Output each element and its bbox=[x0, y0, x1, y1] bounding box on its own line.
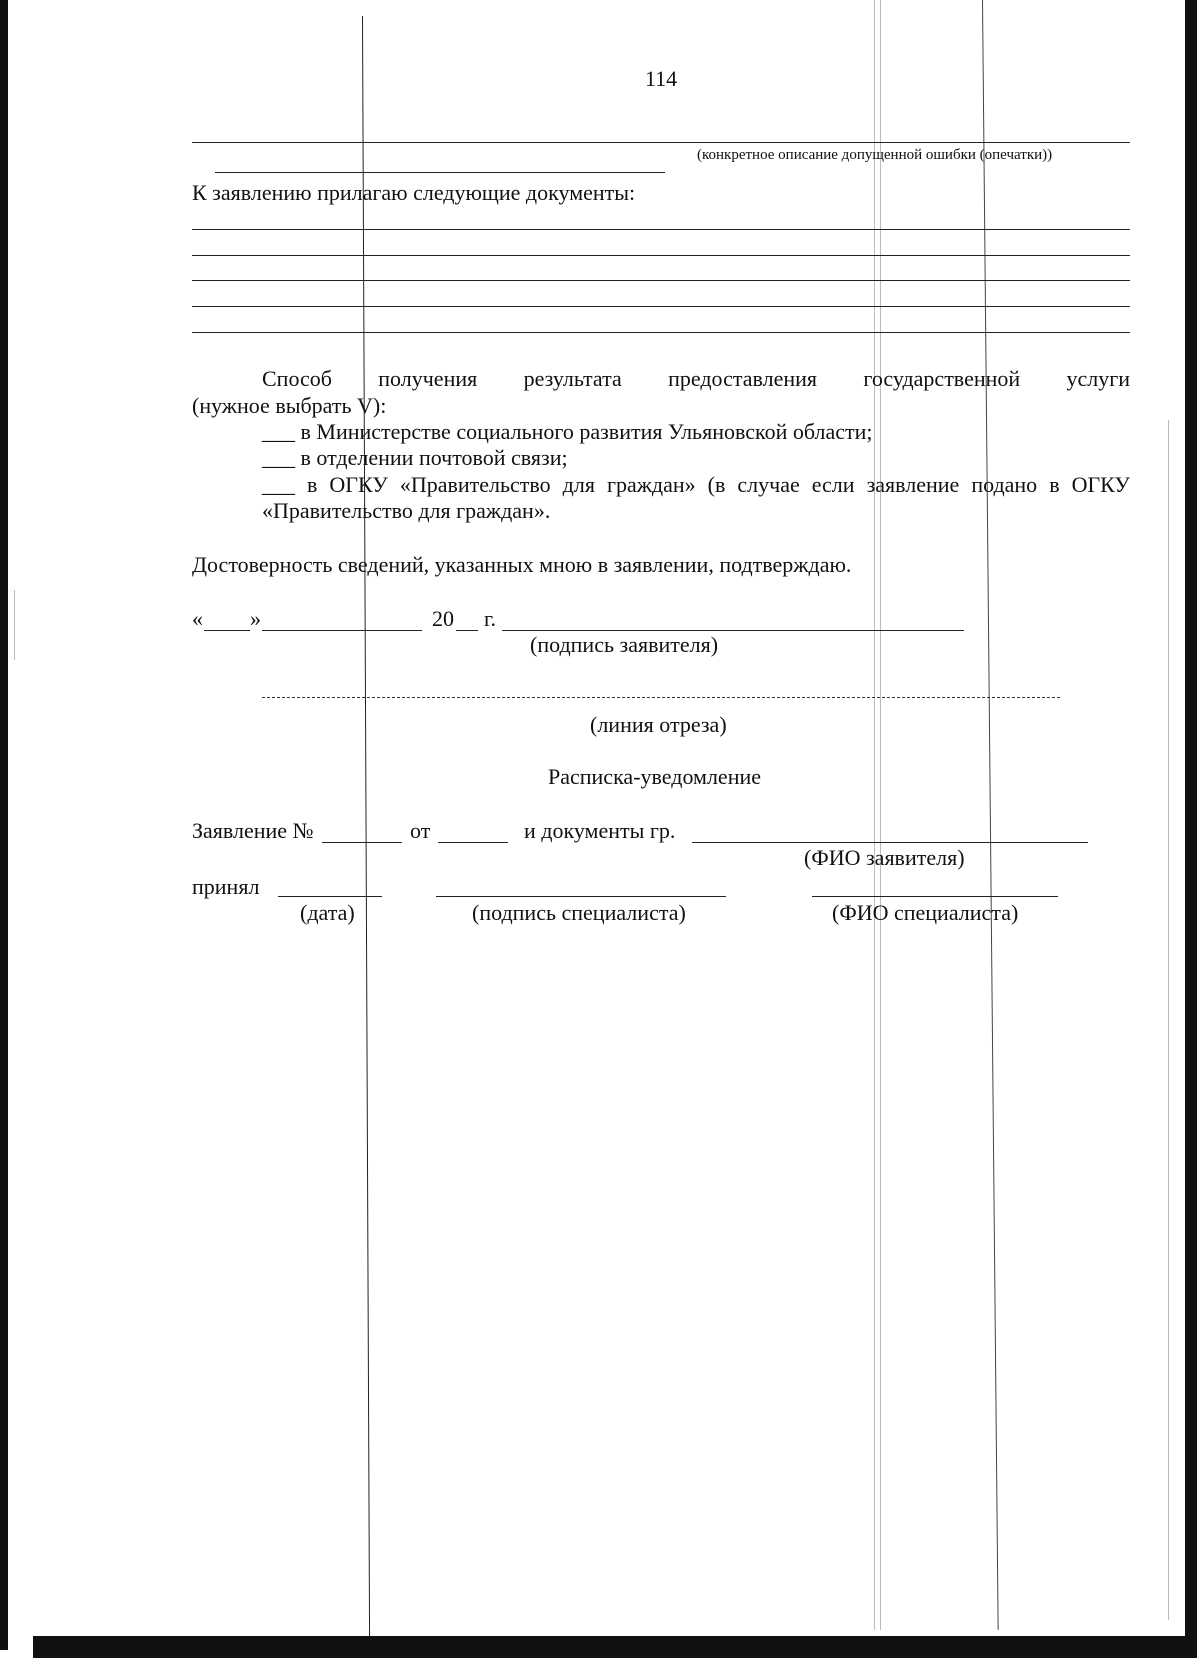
option-word: если bbox=[811, 472, 855, 497]
scan-artifact-line bbox=[14, 590, 15, 660]
applicant-signature-line bbox=[502, 630, 964, 631]
date-year-prefix: 20 bbox=[432, 606, 454, 631]
accepted-date-caption: (дата) bbox=[300, 900, 355, 925]
option-word: (в bbox=[707, 472, 726, 497]
applicant-name-line bbox=[692, 842, 1088, 843]
method-intro-line2: (нужное выбрать V): bbox=[192, 393, 387, 418]
scan-edge-right bbox=[1185, 0, 1197, 1650]
attachment-line bbox=[192, 255, 1130, 256]
method-option-ogku bbox=[262, 472, 1130, 498]
receipt-title: Расписка-уведомление bbox=[548, 764, 762, 789]
option-word: в bbox=[307, 472, 318, 497]
option-word: ОГКУ bbox=[329, 472, 388, 497]
option-word: «Правительство bbox=[399, 472, 551, 497]
option-word: граждан» bbox=[606, 472, 696, 497]
method-option-ministry: ___ в Министерстве социального развития Ульяновской области; bbox=[262, 419, 873, 444]
applicant-name-caption: (ФИО заявителя) bbox=[804, 845, 965, 870]
application-number-label: Заявление № bbox=[192, 818, 314, 843]
error-description-line bbox=[192, 142, 1130, 143]
date-day-blank bbox=[204, 630, 250, 631]
specialist-name-caption: (ФИО специалиста) bbox=[832, 900, 1019, 925]
application-date-label: от bbox=[410, 818, 431, 843]
accepted-label: принял bbox=[192, 874, 260, 899]
method-word: получения bbox=[378, 366, 478, 391]
applicant-signature-caption: (подпись заявителя) bbox=[530, 632, 719, 657]
method-word: государственной bbox=[863, 366, 1021, 391]
documents-label: и документы гр. bbox=[524, 818, 676, 843]
attachment-line bbox=[192, 332, 1130, 333]
error-description-line bbox=[215, 172, 665, 173]
attachment-line bbox=[192, 306, 1130, 307]
method-word: результата bbox=[523, 366, 622, 391]
attachment-line bbox=[192, 280, 1130, 281]
cut-line-caption: (линия отреза) bbox=[590, 712, 727, 737]
date-open-quote: « bbox=[192, 606, 203, 631]
date-month-blank bbox=[262, 630, 422, 631]
specialist-signature-caption: (подпись специалиста) bbox=[472, 900, 686, 925]
option-word: для bbox=[562, 472, 595, 497]
method-option-ogku-line2: «Правительство для граждан». bbox=[262, 498, 551, 523]
method-option-post: ___ в отделении почтовой связи; bbox=[262, 445, 568, 470]
date-year-suffix: г. bbox=[484, 606, 497, 631]
attachment-line bbox=[192, 229, 1130, 230]
method-word: Способ bbox=[262, 366, 332, 391]
application-number-blank bbox=[322, 842, 402, 843]
application-date-blank bbox=[438, 842, 508, 843]
scan-edge-left bbox=[0, 0, 8, 1650]
method-word: услуги bbox=[1066, 366, 1131, 391]
scan-artifact-line bbox=[362, 16, 370, 1636]
option-word: подано bbox=[971, 472, 1038, 497]
scan-artifact-line bbox=[880, 0, 881, 1630]
option-word: случае bbox=[737, 472, 800, 497]
error-description-caption: (конкретное описание допущенной ошибки (опечатки)) bbox=[697, 147, 1053, 163]
option-word: ОГКУ bbox=[1071, 472, 1130, 497]
confirmation-statement: Достоверность сведений, указанных мною в заявлении, подтверждаю. bbox=[192, 552, 852, 577]
specialist-name-line bbox=[812, 896, 1058, 897]
method-intro-line bbox=[262, 366, 1130, 392]
page-number: 114 bbox=[645, 66, 678, 91]
scan-artifact-line bbox=[982, 0, 999, 1630]
scan-artifact-line bbox=[1168, 420, 1169, 1620]
scan-artifact-line bbox=[874, 0, 875, 1630]
date-close-quote: » bbox=[250, 606, 261, 631]
option-word: ___ bbox=[262, 472, 295, 497]
attachments-label: К заявлению прилагаю следующие документы: bbox=[192, 180, 636, 205]
scan-edge-bottom bbox=[33, 1636, 1197, 1658]
option-word: в bbox=[1049, 472, 1060, 497]
accepted-date-line bbox=[278, 896, 382, 897]
specialist-signature-line bbox=[436, 896, 726, 897]
method-word: предоставления bbox=[668, 366, 818, 391]
cut-line bbox=[262, 697, 1060, 698]
option-word: заявление bbox=[866, 472, 960, 497]
date-year-blank bbox=[456, 630, 478, 631]
